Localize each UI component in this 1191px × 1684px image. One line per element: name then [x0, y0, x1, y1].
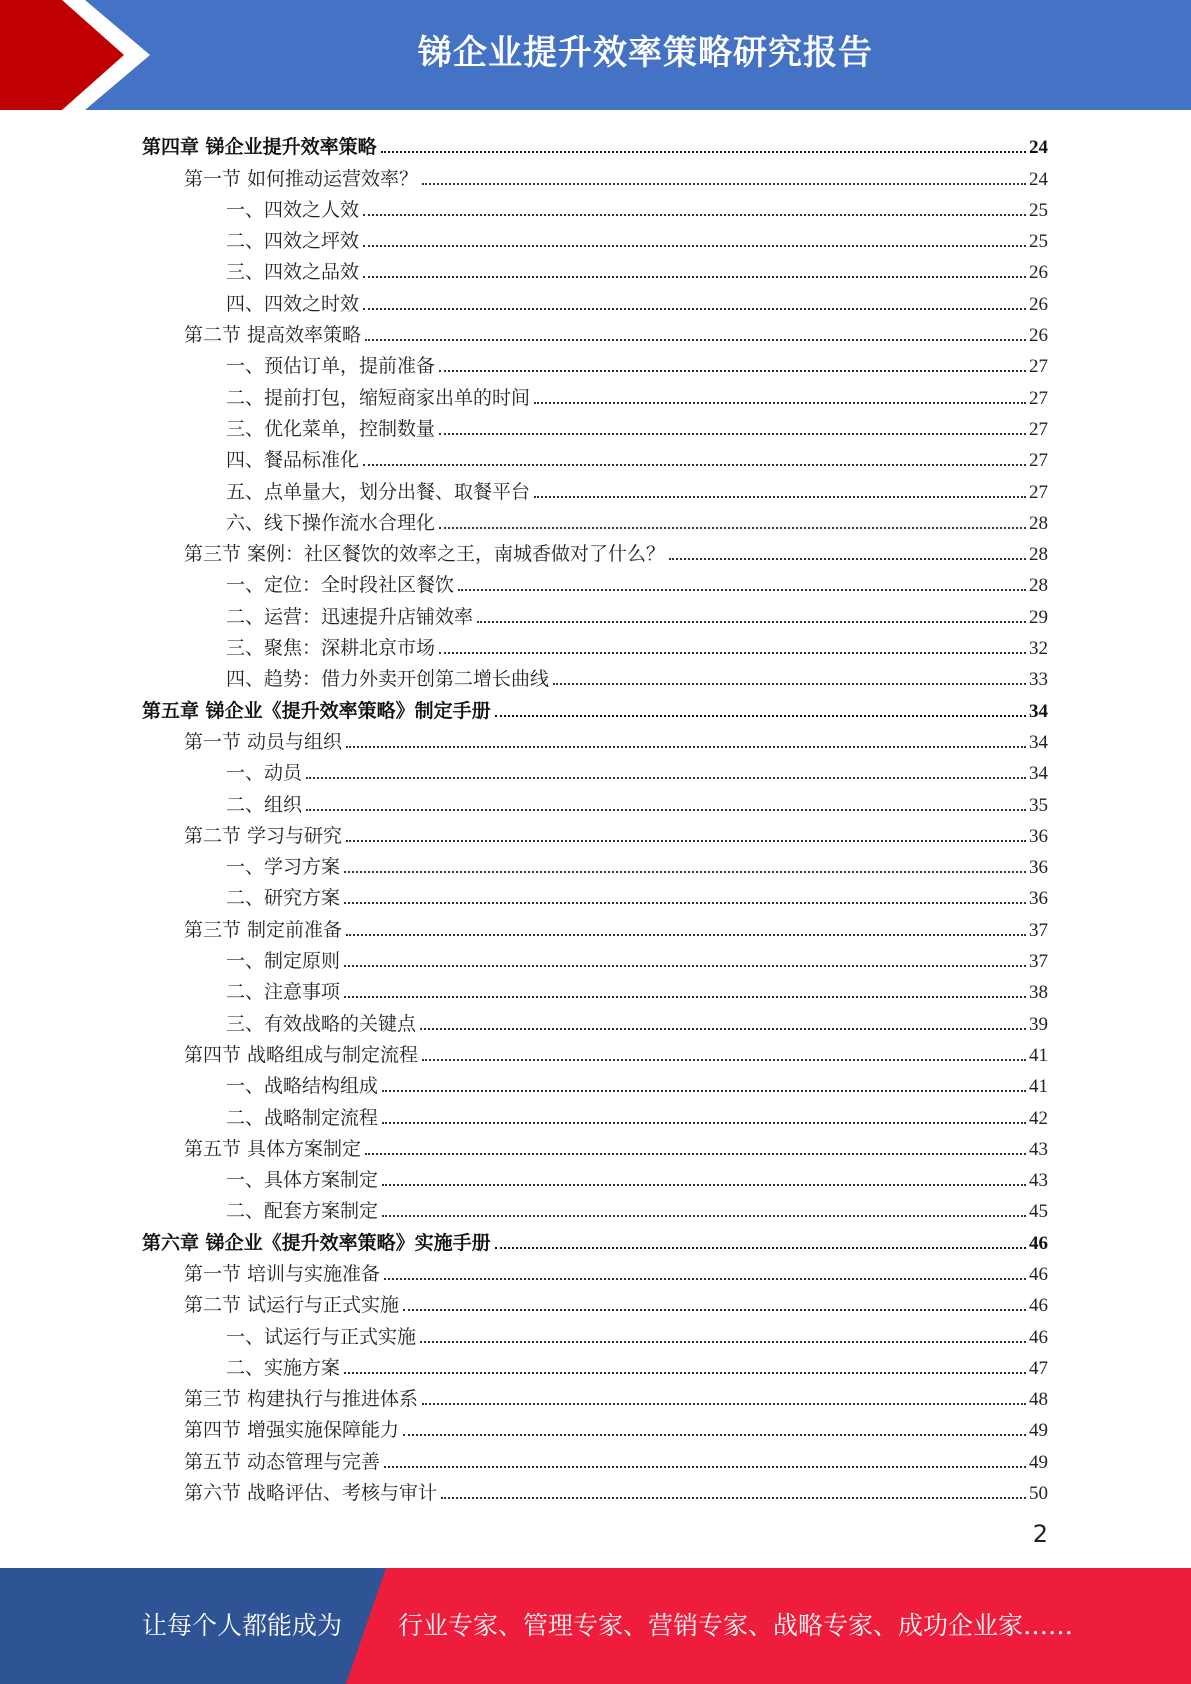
toc-entry-page: 47	[1029, 1357, 1048, 1379]
toc-dot-leader	[495, 1247, 1026, 1249]
toc-entry-page: 24	[1029, 168, 1048, 190]
toc-entry-page: 28	[1029, 512, 1048, 534]
toc-entry-page: 26	[1029, 293, 1048, 315]
toc-entry-page: 34	[1029, 763, 1048, 785]
toc-dot-leader	[669, 558, 1026, 560]
toc-entry-title: 一、试运行与正式实施	[226, 1325, 417, 1348]
toc-entry[interactable]	[142, 785, 1048, 816]
toc-entry-page: 46	[1029, 1232, 1048, 1254]
toc-entry-title: 第五节 具体方案制定	[184, 1137, 362, 1160]
footer-slogan-left: 让每个人都能成为	[142, 1611, 343, 1640]
toc-entry-page: 29	[1029, 606, 1048, 628]
toc-entry-title: 三、优化菜单，控制数量	[226, 417, 436, 440]
toc-dot-leader	[422, 1059, 1026, 1061]
toc-entry-page: 36	[1029, 825, 1048, 847]
toc-entry[interactable]	[142, 504, 1048, 535]
toc-entry[interactable]	[142, 347, 1048, 378]
toc-entry[interactable]	[142, 1130, 1048, 1161]
toc-entry-title: 第三节 案例：社区餐饮的效率之王，南城香做对了什么？	[184, 543, 666, 566]
toc-dot-leader	[420, 1341, 1026, 1343]
toc-entry-page: 26	[1029, 325, 1048, 347]
toc-dot-leader	[363, 276, 1026, 278]
toc-dot-leader	[344, 871, 1026, 873]
toc-entry-title: 第二节 试运行与正式实施	[184, 1294, 400, 1317]
toc-dot-leader	[382, 1090, 1026, 1092]
toc-entry-title: 三、有效战略的关键点	[226, 1012, 417, 1035]
toc-entry-page: 37	[1029, 919, 1048, 941]
toc-entry-page: 26	[1029, 262, 1048, 284]
toc-entry-page: 25	[1029, 231, 1048, 253]
toc-entry[interactable]	[142, 1004, 1048, 1035]
report-title: 锑企业提升效率策略研究报告	[418, 33, 873, 73]
toc-entry-title: 一、战略结构组成	[226, 1075, 379, 1098]
toc-dot-leader	[346, 746, 1026, 748]
toc-entry-page: 45	[1029, 1201, 1048, 1223]
toc-dot-leader	[363, 464, 1026, 466]
toc-entry[interactable]	[142, 691, 1048, 722]
toc-entry[interactable]	[142, 378, 1048, 409]
toc-entry-page: 28	[1029, 575, 1048, 597]
toc-entry-page: 43	[1029, 1170, 1048, 1192]
toc-entry-title: 第六章 锑企业《提升效率策略》实施手册	[142, 1231, 491, 1254]
toc-entry-title: 二、实施方案	[226, 1356, 341, 1379]
toc-entry-page: 27	[1029, 387, 1048, 409]
toc-entry[interactable]	[142, 1474, 1048, 1505]
toc-dot-leader	[365, 339, 1026, 341]
toc-entry-title: 第一节 培训与实施准备	[184, 1262, 381, 1285]
toc-entry-page: 41	[1029, 1044, 1048, 1066]
toc-dot-leader	[534, 402, 1026, 404]
toc-entry-page: 41	[1029, 1076, 1048, 1098]
page-number: 2	[1032, 1520, 1048, 1548]
toc-entry-title: 二、配套方案制定	[226, 1200, 379, 1223]
toc-entry-page: 46	[1029, 1326, 1048, 1348]
toc-entry[interactable]	[142, 1442, 1048, 1473]
toc-entry-title: 第四节 增强实施保障能力	[184, 1419, 400, 1442]
toc-entry-page: 46	[1029, 1295, 1048, 1317]
toc-entry-title: 一、学习方案	[226, 856, 341, 879]
toc-entry-title: 四、餐品标准化	[226, 449, 360, 472]
toc-dot-leader	[403, 1309, 1026, 1311]
toc-entry[interactable]	[142, 472, 1048, 503]
toc-entry[interactable]	[142, 316, 1048, 347]
toc-entry[interactable]	[142, 817, 1048, 848]
toc-dot-leader	[553, 683, 1026, 685]
toc-entry-title: 二、组织	[226, 793, 303, 816]
toc-dot-leader	[306, 777, 1026, 779]
toc-dot-leader	[420, 1028, 1026, 1030]
toc-entry-page: 33	[1029, 669, 1048, 691]
toc-entry-title: 二、战略制定流程	[226, 1106, 379, 1129]
toc-entry[interactable]	[142, 566, 1048, 597]
toc-dot-leader	[382, 1184, 1026, 1186]
toc-entry[interactable]	[142, 1036, 1048, 1067]
toc-entry-page: 35	[1029, 794, 1048, 816]
toc-entry-page: 50	[1029, 1483, 1048, 1505]
toc-entry-title: 第二节 学习与研究	[184, 824, 343, 847]
toc-dot-leader	[534, 496, 1026, 498]
toc-entry[interactable]	[142, 879, 1048, 910]
toc-entry[interactable]	[142, 1349, 1048, 1380]
page-header	[0, 0, 1191, 110]
toc-entry-title: 五、点单量大，划分出餐、取餐平台	[226, 480, 531, 503]
toc-entry-page: 32	[1029, 638, 1048, 660]
toc-entry-page: 38	[1029, 982, 1048, 1004]
toc-entry[interactable]	[142, 754, 1048, 785]
toc-entry-page: 34	[1029, 731, 1048, 753]
toc-dot-leader	[363, 214, 1026, 216]
toc-entry-page: 49	[1029, 1420, 1048, 1442]
toc-dot-leader	[365, 1153, 1026, 1155]
toc-entry-page: 42	[1029, 1107, 1048, 1129]
toc-entry[interactable]	[142, 723, 1048, 754]
toc-dot-leader	[346, 934, 1026, 936]
toc-entry-page: 27	[1029, 450, 1048, 472]
toc-entry[interactable]	[142, 1192, 1048, 1223]
toc-entry-page: 34	[1029, 700, 1048, 722]
toc-dot-leader	[306, 809, 1026, 811]
toc-entry-title: 二、四效之坪效	[226, 230, 360, 253]
toc-entry-title: 一、具体方案制定	[226, 1169, 379, 1192]
toc-dot-leader	[422, 183, 1026, 185]
toc-entry-page: 25	[1029, 199, 1048, 221]
toc-entry-page: 36	[1029, 857, 1048, 879]
toc-entry-title: 二、提前打包，缩短商家出单的时间	[226, 386, 531, 409]
toc-entry-title: 四、趋势：借力外卖开创第二增长曲线	[226, 668, 550, 691]
header-red-arrow-decoration	[0, 0, 160, 110]
page-footer	[0, 1568, 1191, 1684]
toc-entry-page: 24	[1029, 137, 1048, 159]
toc-dot-leader	[495, 715, 1026, 717]
toc-entry-title: 一、制定原则	[226, 950, 341, 973]
toc-entry-page: 39	[1029, 1013, 1048, 1035]
toc-entry-title: 第五章 锑企业《提升效率策略》制定手册	[142, 699, 491, 722]
toc-entry[interactable]	[142, 410, 1048, 441]
toc-entry-page: 28	[1029, 544, 1048, 566]
toc-dot-leader	[344, 965, 1026, 967]
toc-entry-title: 第四节 战略组成与制定流程	[184, 1043, 419, 1066]
toc-entry-page: 43	[1029, 1138, 1048, 1160]
toc-dot-leader	[382, 1122, 1026, 1124]
toc-entry-title: 二、研究方案	[226, 887, 341, 910]
toc-entry-title: 第一节 如何推动运营效率？	[184, 167, 419, 190]
toc-dot-leader	[344, 996, 1026, 998]
toc-entry[interactable]	[142, 629, 1048, 660]
toc-entry-page: 46	[1029, 1263, 1048, 1285]
toc-entry[interactable]	[142, 253, 1048, 284]
toc-entry-page: 27	[1029, 481, 1048, 503]
toc-entry[interactable]	[142, 159, 1048, 190]
toc-dot-leader	[363, 245, 1026, 247]
toc-entry-title: 第一节 动员与组织	[184, 730, 343, 753]
toc-entry[interactable]	[142, 942, 1048, 973]
toc-entry-title: 六、线下操作流水合理化	[226, 511, 436, 534]
toc-entry[interactable]	[142, 973, 1048, 1004]
toc-entry-title: 第六节 战略评估、考核与审计	[184, 1482, 438, 1505]
toc-entry[interactable]	[142, 1380, 1048, 1411]
toc-entry[interactable]	[142, 1098, 1048, 1129]
toc-entry-title: 三、四效之品效	[226, 261, 360, 284]
toc-dot-leader	[346, 840, 1026, 842]
toc-entry-page: 37	[1029, 951, 1048, 973]
toc-entry[interactable]	[142, 1286, 1048, 1317]
toc-entry[interactable]	[142, 191, 1048, 222]
toc-dot-leader	[439, 370, 1026, 372]
toc-entry-title: 第三节 构建执行与推进体系	[184, 1388, 419, 1411]
toc-entry[interactable]	[142, 1161, 1048, 1192]
toc-entry[interactable]	[142, 1411, 1048, 1442]
toc-dot-leader	[441, 1497, 1026, 1499]
toc-entry-page: 48	[1029, 1389, 1048, 1411]
toc-entry[interactable]	[142, 848, 1048, 879]
toc-entry-title: 第四章 锑企业提升效率策略	[142, 136, 377, 159]
toc-dot-leader	[384, 1278, 1026, 1280]
toc-entry-page: 49	[1029, 1451, 1048, 1473]
toc-dot-leader	[439, 527, 1026, 529]
toc-dot-leader	[381, 151, 1026, 153]
table-of-contents	[142, 128, 1048, 1505]
toc-entry[interactable]	[142, 441, 1048, 472]
toc-entry-title: 四、四效之时效	[226, 292, 360, 315]
toc-entry[interactable]	[142, 910, 1048, 941]
toc-entry[interactable]	[142, 284, 1048, 315]
toc-dot-leader	[439, 652, 1026, 654]
toc-dot-leader	[344, 902, 1026, 904]
toc-entry[interactable]	[142, 597, 1048, 628]
toc-entry[interactable]	[142, 1223, 1048, 1254]
toc-entry-title: 第二节 提高效率策略	[184, 324, 362, 347]
toc-entry[interactable]	[142, 660, 1048, 691]
toc-entry-page: 27	[1029, 356, 1048, 378]
toc-dot-leader	[439, 433, 1026, 435]
toc-dot-leader	[363, 308, 1026, 310]
toc-entry-title: 第三节 制定前准备	[184, 918, 343, 941]
toc-entry[interactable]	[142, 1317, 1048, 1348]
toc-dot-leader	[384, 1466, 1026, 1468]
toc-dot-leader	[403, 1434, 1026, 1436]
toc-entry[interactable]	[142, 535, 1048, 566]
toc-dot-leader	[344, 1372, 1026, 1374]
toc-entry-title: 一、预估订单，提前准备	[226, 355, 436, 378]
toc-entry-title: 第五节 动态管理与完善	[184, 1450, 381, 1473]
toc-entry[interactable]	[142, 222, 1048, 253]
toc-entry-page: 36	[1029, 888, 1048, 910]
toc-entry[interactable]	[142, 128, 1048, 159]
toc-dot-leader	[458, 589, 1026, 591]
toc-dot-leader	[422, 1403, 1026, 1405]
toc-entry-title: 二、注意事项	[226, 981, 341, 1004]
toc-entry-title: 一、四效之人效	[226, 198, 360, 221]
toc-entry-page: 27	[1029, 418, 1048, 440]
footer-slogan-right: 行业专家、管理专家、营销专家、战略专家、成功企业家……	[398, 1611, 1074, 1640]
toc-entry[interactable]	[142, 1255, 1048, 1286]
toc-entry-title: 二、运营：迅速提升店铺效率	[226, 605, 474, 628]
toc-entry-title: 一、定位：全时段社区餐饮	[226, 574, 455, 597]
toc-entry-title: 三、聚焦：深耕北京市场	[226, 637, 436, 660]
toc-dot-leader	[477, 621, 1026, 623]
toc-entry-title: 一、动员	[226, 762, 303, 785]
toc-entry[interactable]	[142, 1067, 1048, 1098]
toc-dot-leader	[382, 1215, 1026, 1217]
